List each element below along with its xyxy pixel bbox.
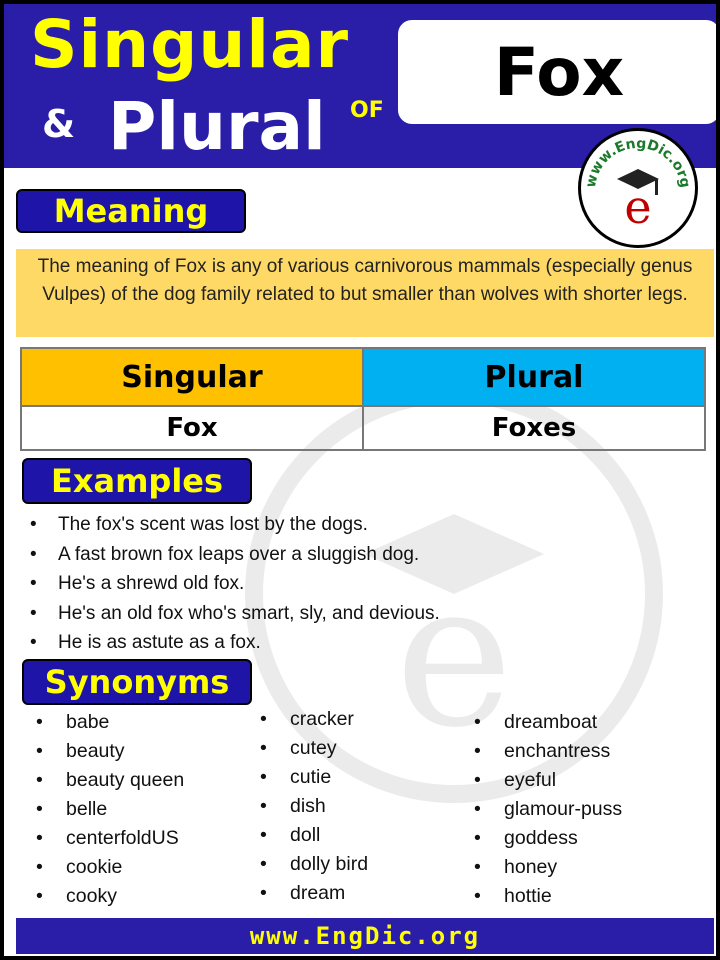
list-item: • He's an old fox who's smart, sly, and devious. (58, 599, 440, 629)
examples-list (26, 510, 440, 658)
list-item: • beauty queen (66, 766, 184, 795)
list-item: • cracker (290, 705, 368, 734)
list-item: • doll (290, 821, 368, 850)
list-item: • goddess (504, 824, 622, 853)
plural-header: Plural (363, 348, 705, 406)
list-item: • cookie (66, 853, 184, 882)
synonyms-column-3 (472, 708, 622, 911)
list-item: • dream (290, 879, 368, 908)
list-item: • beauty (66, 737, 184, 766)
list-item: • eyeful (504, 766, 622, 795)
list-item: • babe (66, 708, 184, 737)
list-item: • centerfoldUS (66, 824, 184, 853)
title-of: OF (350, 98, 384, 123)
engdic-logo (578, 128, 698, 248)
svg-text:e: e (624, 180, 652, 234)
synonyms-label: Synonyms (22, 659, 252, 705)
singular-plural-table (20, 347, 706, 451)
list-item: • belle (66, 795, 184, 824)
list-item: • cutie (290, 763, 368, 792)
infographic-card (4, 4, 716, 956)
list-item: • The fox's scent was lost by the dogs. (58, 510, 440, 540)
meaning-text: The meaning of Fox is any of various carnivorous mammals (especially genus Vulpes) of the dog family related to but smaller than wolves with shorter legs. (16, 249, 714, 337)
examples-label: Examples (22, 458, 252, 504)
list-item: • enchantress (504, 737, 622, 766)
list-item: • cutey (290, 734, 368, 763)
title-singular: Singular (30, 6, 350, 83)
meaning-label: Meaning (16, 189, 246, 233)
list-item: • He's a shrewd old fox. (58, 569, 440, 599)
synonyms-column-1 (34, 708, 184, 911)
title-plural: Plural (108, 88, 326, 165)
list-item: • glamour-puss (504, 795, 622, 824)
list-item: • dish (290, 792, 368, 821)
singular-header: Singular (21, 348, 363, 406)
singular-value: Fox (21, 406, 363, 450)
list-item: • cooky (66, 882, 184, 911)
list-item: • dreamboat (504, 708, 622, 737)
svg-text:e: e (394, 539, 514, 772)
plural-value: Foxes (363, 406, 705, 450)
table-row (21, 406, 705, 450)
title-ampersand: & (42, 102, 76, 146)
table-header-row (21, 348, 705, 406)
word-box (398, 20, 716, 124)
word-title: Fox (493, 33, 625, 111)
list-item: • honey (504, 853, 622, 882)
list-item: • He is as astute as a fox. (58, 628, 440, 658)
logo-url-text: www.EngDic.org (582, 135, 694, 190)
footer-banner (16, 918, 714, 954)
synonyms-column-2 (258, 705, 368, 908)
graduation-cap-e-icon (581, 131, 695, 245)
list-item: • hottie (504, 882, 622, 911)
footer-url: www.EngDic.org (249, 922, 481, 950)
list-item: • A fast brown fox leaps over a sluggish dog. (58, 540, 440, 570)
list-item: • dolly bird (290, 850, 368, 879)
